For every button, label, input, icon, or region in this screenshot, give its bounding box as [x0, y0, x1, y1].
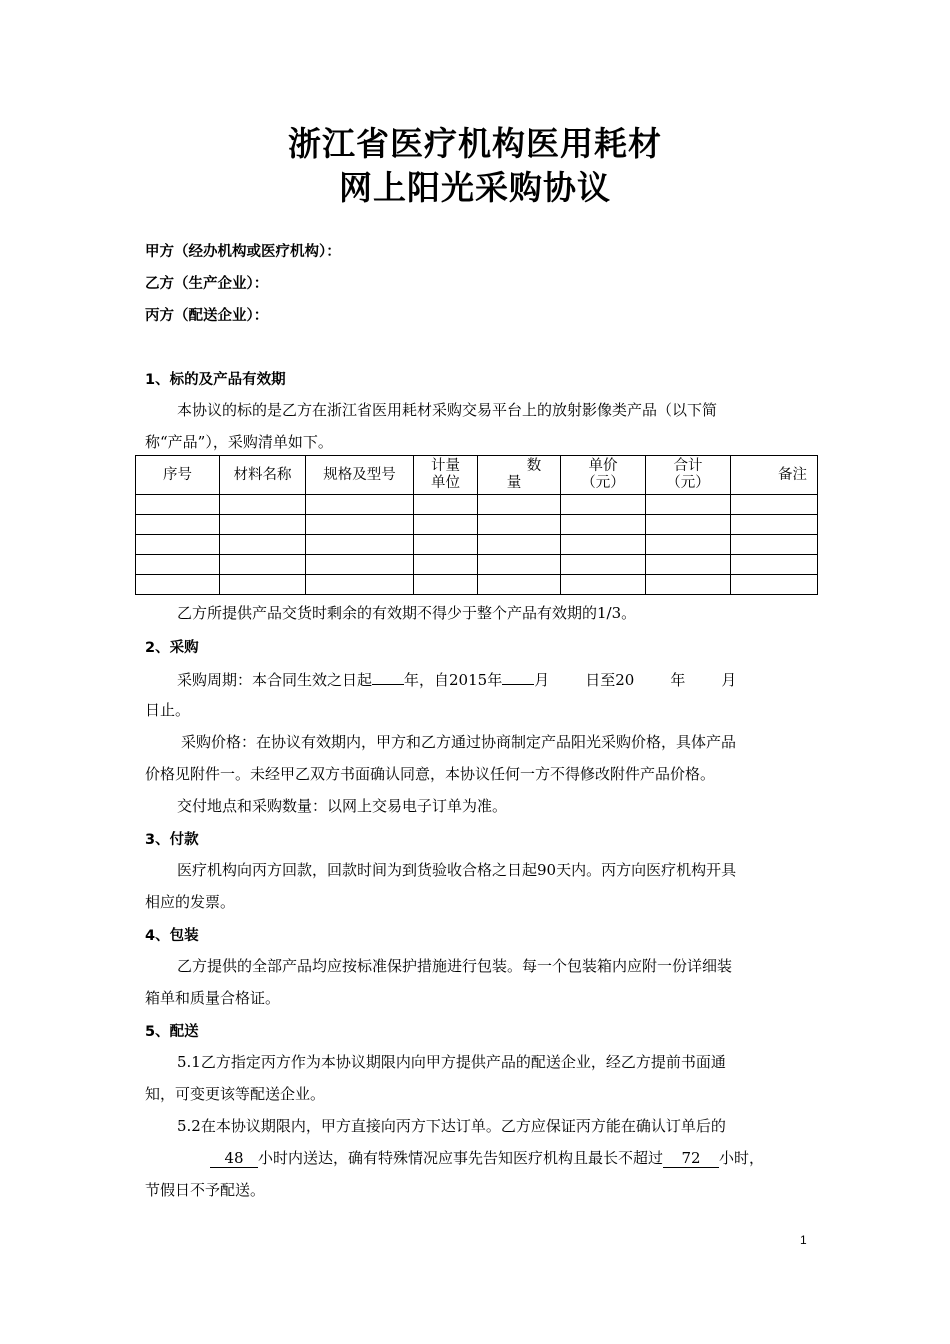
header-cell-material: 材料名称 [220, 456, 306, 495]
party-b-label: 乙方（生产企业）： [145, 276, 269, 292]
table-row [136, 495, 818, 515]
max-hours-value: 72 [663, 1150, 719, 1168]
section5-p1-line1: 5.1乙方指定丙方作为本协议期限内向甲方提供产品的配送企业，经乙方提前书面通 [177, 1053, 726, 1071]
header-cell-total: 合计 （元） [646, 456, 731, 495]
purchase-price-line1: 采购价格：在协议有效期内，甲方和乙方通过协商制定产品阳光采购价格，具体产品 [181, 733, 737, 751]
purchase-list-table [135, 455, 818, 595]
header-cell-unit: 计量 单位 [414, 456, 478, 495]
section5-p2-line1: 5.2在本协议期限内，甲方直接向丙方下达订单。乙方应保证丙方能在确认订单后的 [177, 1117, 726, 1135]
table-row [136, 515, 818, 535]
table-header-row [136, 456, 818, 495]
document-title-line2: 网上阳光采购协议 [339, 168, 611, 207]
document-title-line1: 浙江省医疗机构医用耗材 [288, 124, 662, 163]
table-row [136, 555, 818, 575]
section5-p1-line2: 知，可变更该等配送企业。 [145, 1085, 326, 1103]
start-month-blank [502, 667, 534, 685]
header-cell-spec: 规格及型号 [306, 456, 414, 495]
section3-line1: 医疗机构向丙方回款，回款时间为到货验收合格之日起90天内。丙方向医疗机构开具 [177, 861, 737, 879]
purchase-price-line2: 价格见附件一。未经甲乙双方书面确认同意，本协议任何一方不得修改附件产品价格。 [145, 765, 716, 783]
header-cell-qty: 数 量 [478, 456, 561, 495]
section2-heading: 2、采购 [145, 640, 199, 656]
section1-validity-note: 乙方所提供产品交货时剩余的有效期不得少于整个产品有效期的1/3。 [177, 604, 637, 622]
section5-p2-line3: 节假日不予配送。 [145, 1181, 266, 1199]
section5-heading: 5、配送 [145, 1024, 199, 1040]
header-cell-remark: 备注 [731, 456, 818, 495]
header-cell-seq: 序号 [136, 456, 220, 495]
section4-heading: 4、包装 [145, 928, 199, 944]
section5-p2-line2: 48 小时内送达，确有特殊情况应事先告知医疗机构且最长不超过 72 小时， [210, 1147, 764, 1168]
section1-heading: 1、标的及产品有效期 [145, 372, 286, 388]
header-cell-unit-price: 单价 （元） [561, 456, 646, 495]
table-row [136, 535, 818, 555]
section4-line1: 乙方提供的全部产品均应按标准保护措施进行包装。每一个包装箱内应附一份详细装 [177, 957, 733, 975]
purchase-period-end: 日止。 [145, 701, 191, 719]
table-row [136, 575, 818, 595]
section1-para-line2: 称“产品”），采购清单如下。 [145, 433, 333, 451]
party-a-label: 甲方（经办机构或医疗机构）： [145, 244, 341, 260]
party-c-label: 丙方（配送企业）： [145, 308, 269, 324]
section4-line2: 箱单和质量合格证。 [145, 989, 281, 1007]
period-years-blank [372, 667, 404, 685]
page-number: 1 [800, 1233, 807, 1247]
section3-line2: 相应的发票。 [145, 893, 236, 911]
delivery-quantity-line: 交付地点和采购数量：以网上交易电子订单为准。 [177, 797, 508, 815]
section1-para-line1: 本协议的标的是乙方在浙江省医用耗材采购交易平台上的放射影像类产品（以下简 [177, 401, 718, 419]
section3-heading: 3、付款 [145, 832, 199, 848]
delivery-hours-value: 48 [210, 1150, 258, 1168]
purchase-period-line: 采购周期：本合同生效之日起 年，自2015年 月 日至20 年 月 [177, 667, 736, 690]
